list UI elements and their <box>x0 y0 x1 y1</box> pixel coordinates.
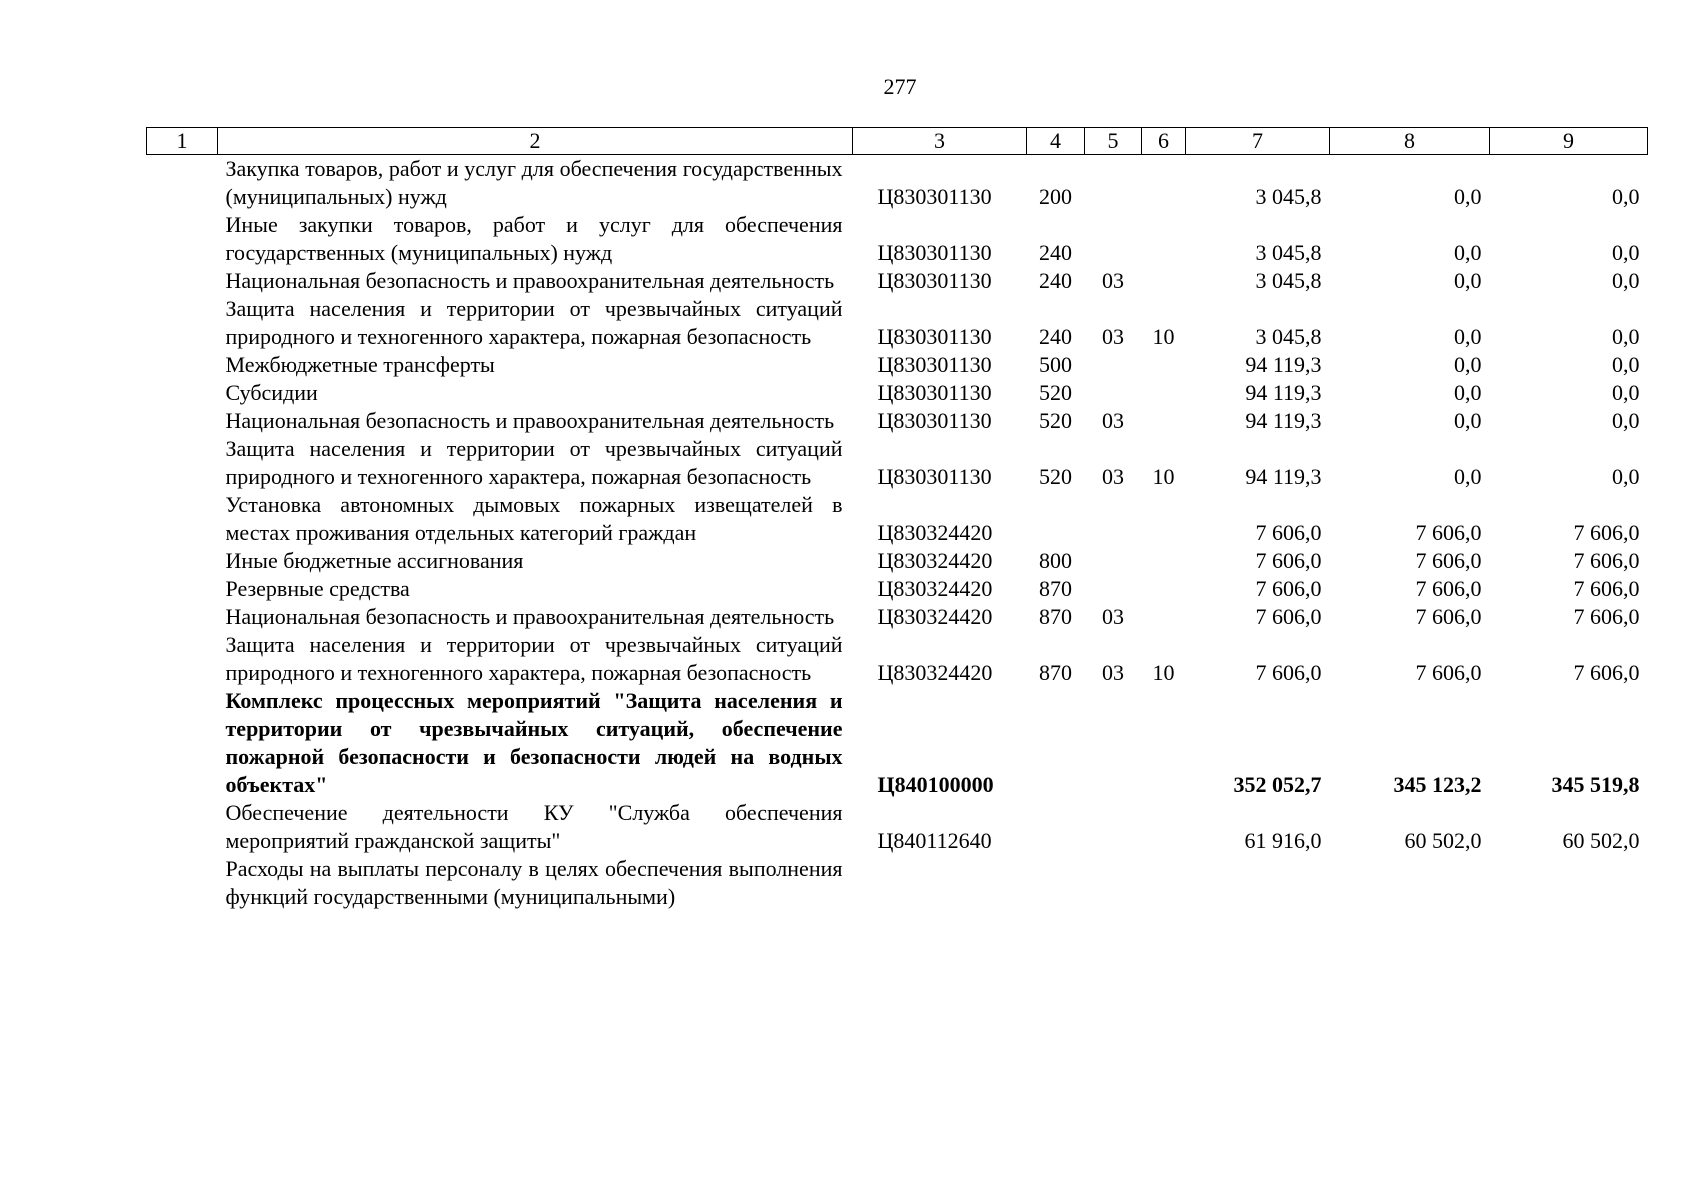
target-article-code: Ц830324420 <box>877 576 993 601</box>
amount-year-2: 0,0 <box>1454 240 1482 265</box>
amount-year-3: 7 606,0 <box>1573 548 1640 573</box>
amount-year-1: 7 606,0 <box>1255 604 1322 629</box>
subsection-code: 10 <box>1152 660 1175 685</box>
column-header: 8 <box>1330 128 1490 155</box>
target-article-code: Ц830301130 <box>877 324 992 349</box>
amount-year-1: 94 119,3 <box>1245 408 1322 433</box>
expense-name: Защита населения и территории от чрезвычайных ситуаций природного и техногенного характера, пожарная безопасность <box>225 436 843 489</box>
expense-name: Комплекс процессных мероприятий "Защита населения и территории от чрезвычайных ситуаций, обеспечение пожарной безопасности и безопасности людей на водных объектах" <box>225 688 843 797</box>
expense-type-code <box>1027 855 1085 911</box>
section-code: 03 <box>1102 268 1124 293</box>
column-header: 2 <box>218 128 853 155</box>
section-code: 03 <box>1102 324 1124 349</box>
amount-year-3: 7 606,0 <box>1573 576 1640 601</box>
expense-type-code: 870 <box>1039 660 1072 685</box>
row-spacer-cell <box>147 295 218 351</box>
expense-name: Обеспечение деятельности КУ "Служба обеспечения мероприятий гражданской защиты" <box>225 800 843 853</box>
amount-year-1: 7 606,0 <box>1255 548 1322 573</box>
expense-type-code: 520 <box>1039 380 1072 405</box>
expense-type-code: 520 <box>1039 408 1072 433</box>
table-row <box>147 211 1648 267</box>
amount-year-3: 0,0 <box>1612 324 1640 349</box>
column-number-row <box>147 128 1648 155</box>
amount-year-2: 7 606,0 <box>1415 604 1482 629</box>
table-row <box>147 379 1648 407</box>
section-code <box>1085 799 1142 855</box>
table-row <box>147 295 1648 351</box>
page-number: 277 <box>883 74 917 99</box>
table-row <box>147 799 1648 855</box>
subsection-code <box>1142 351 1186 379</box>
expense-type-code: 240 <box>1039 324 1072 349</box>
column-header: 4 <box>1027 128 1085 155</box>
row-spacer-cell <box>147 547 218 575</box>
section-code <box>1085 575 1142 603</box>
amount-year-2: 0,0 <box>1454 184 1482 209</box>
subsection-code <box>1142 687 1186 799</box>
amount-year-1: 94 119,3 <box>1245 380 1322 405</box>
amount-year-1: 94 119,3 <box>1245 352 1322 377</box>
amount-year-1: 94 119,3 <box>1245 464 1322 489</box>
table-row <box>147 603 1648 631</box>
section-code: 03 <box>1102 464 1124 489</box>
amount-year-3: 7 606,0 <box>1573 660 1640 685</box>
target-article-code: Ц830301130 <box>877 464 992 489</box>
subsection-code <box>1142 855 1186 911</box>
table-row <box>147 687 1648 799</box>
column-header: 7 <box>1186 128 1330 155</box>
target-article-code: Ц830301130 <box>877 408 992 433</box>
subsection-code: 10 <box>1152 464 1175 489</box>
column-header: 6 <box>1142 128 1186 155</box>
section-code <box>1085 855 1142 911</box>
amount-year-2: 60 502,0 <box>1404 828 1482 853</box>
section-code: 03 <box>1102 408 1124 433</box>
amount-year-2: 0,0 <box>1454 380 1482 405</box>
subsection-code <box>1142 155 1186 212</box>
row-spacer-cell <box>147 155 218 212</box>
expense-name: Национальная безопасность и правоохранительная деятельность <box>225 268 835 293</box>
expense-name: Установка автономных дымовых пожарных извещателей в местах проживания отдельных категорий граждан <box>225 492 843 545</box>
section-code <box>1085 491 1142 547</box>
expense-type-code <box>1027 687 1085 799</box>
table-header <box>147 128 1648 155</box>
expense-name: Расходы на выплаты персоналу в целях обеспечения выполнения функций государственными (муниципальными) <box>225 856 843 909</box>
amount-year-1: 7 606,0 <box>1255 576 1322 601</box>
section-code <box>1085 155 1142 212</box>
amount-year-2: 7 606,0 <box>1415 576 1482 601</box>
expense-type-code: 200 <box>1039 184 1072 209</box>
expense-type-code: 870 <box>1039 604 1072 629</box>
column-header: 1 <box>147 128 218 155</box>
target-article-code: Ц830324420 <box>877 548 993 573</box>
target-article-code: Ц830301130 <box>877 240 992 265</box>
amount-year-2: 0,0 <box>1454 352 1482 377</box>
subsection-code <box>1142 491 1186 547</box>
amount-year-1: 3 045,8 <box>1255 268 1322 293</box>
amount-year-1: 7 606,0 <box>1255 660 1322 685</box>
amount-year-1 <box>1186 855 1330 911</box>
table-row <box>147 547 1648 575</box>
budget-table <box>146 127 1648 911</box>
amount-year-1: 3 045,8 <box>1255 184 1322 209</box>
target-article-code <box>853 855 1027 911</box>
expense-type-code: 240 <box>1039 268 1072 293</box>
amount-year-3: 0,0 <box>1612 408 1640 433</box>
table-row <box>147 267 1648 295</box>
row-spacer-cell <box>147 435 218 491</box>
table-row <box>147 631 1648 687</box>
section-code: 03 <box>1102 604 1124 629</box>
amount-year-2: 0,0 <box>1454 464 1482 489</box>
amount-year-3 <box>1490 855 1648 911</box>
amount-year-1: 352 052,7 <box>1233 772 1322 797</box>
expense-type-code: 520 <box>1039 464 1072 489</box>
table-body <box>147 155 1648 912</box>
subsection-code <box>1142 211 1186 267</box>
amount-year-2 <box>1330 855 1490 911</box>
row-spacer-cell <box>147 379 218 407</box>
row-spacer-cell <box>147 631 218 687</box>
target-article-code: Ц840100000 <box>877 772 994 797</box>
expense-name: Закупка товаров, работ и услуг для обеспечения государственных (муниципальных) нужд <box>225 156 843 209</box>
expense-type-code: 800 <box>1039 548 1072 573</box>
amount-year-2: 0,0 <box>1454 408 1482 433</box>
amount-year-3: 0,0 <box>1612 240 1640 265</box>
subsection-code <box>1142 407 1186 435</box>
table-row <box>147 855 1648 911</box>
subsection-code <box>1142 267 1186 295</box>
expense-name: Субсидии <box>225 380 318 405</box>
expense-type-code <box>1027 491 1085 547</box>
subsection-code: 10 <box>1152 324 1175 349</box>
row-spacer-cell <box>147 603 218 631</box>
target-article-code: Ц830301130 <box>877 380 992 405</box>
amount-year-2: 345 123,2 <box>1393 772 1482 797</box>
amount-year-2: 0,0 <box>1454 268 1482 293</box>
section-code <box>1085 379 1142 407</box>
amount-year-2: 7 606,0 <box>1415 548 1482 573</box>
amount-year-3: 0,0 <box>1612 268 1640 293</box>
amount-year-3: 7 606,0 <box>1573 520 1640 545</box>
amount-year-1: 7 606,0 <box>1255 520 1322 545</box>
subsection-code <box>1142 603 1186 631</box>
column-header: 5 <box>1085 128 1142 155</box>
expense-name: Национальная безопасность и правоохранительная деятельность <box>225 408 835 433</box>
amount-year-1: 3 045,8 <box>1255 324 1322 349</box>
target-article-code: Ц840112640 <box>877 828 992 853</box>
subsection-code <box>1142 379 1186 407</box>
target-article-code: Ц830324420 <box>877 660 993 685</box>
amount-year-1: 3 045,8 <box>1255 240 1322 265</box>
row-spacer-cell <box>147 687 218 799</box>
amount-year-2: 7 606,0 <box>1415 660 1482 685</box>
expense-name: Межбюджетные трансферты <box>225 352 495 377</box>
row-spacer-cell <box>147 575 218 603</box>
table-row <box>147 491 1648 547</box>
column-header: 9 <box>1490 128 1648 155</box>
section-code <box>1085 211 1142 267</box>
amount-year-3: 60 502,0 <box>1562 828 1640 853</box>
subsection-code <box>1142 575 1186 603</box>
amount-year-3: 0,0 <box>1612 464 1640 489</box>
amount-year-2: 0,0 <box>1454 324 1482 349</box>
target-article-code: Ц830301130 <box>877 268 992 293</box>
expense-type-code: 500 <box>1039 352 1072 377</box>
subsection-code <box>1142 799 1186 855</box>
section-code <box>1085 687 1142 799</box>
table-row <box>147 575 1648 603</box>
section-code: 03 <box>1102 660 1124 685</box>
target-article-code: Ц830324420 <box>877 604 993 629</box>
amount-year-3: 7 606,0 <box>1573 604 1640 629</box>
expense-type-code: 870 <box>1039 576 1072 601</box>
subsection-code <box>1142 547 1186 575</box>
column-header: 3 <box>853 128 1027 155</box>
expense-name: Защита населения и территории от чрезвычайных ситуаций природного и техногенного характера, пожарная безопасность <box>225 296 843 349</box>
amount-year-3: 0,0 <box>1612 184 1640 209</box>
table-row <box>147 435 1648 491</box>
row-spacer-cell <box>147 267 218 295</box>
expense-name: Резервные средства <box>225 576 410 601</box>
target-article-code: Ц830301130 <box>877 352 992 377</box>
amount-year-1: 61 916,0 <box>1244 828 1322 853</box>
expense-type-code <box>1027 799 1085 855</box>
table-row <box>147 155 1648 212</box>
row-spacer-cell <box>147 799 218 855</box>
table-row <box>147 351 1648 379</box>
amount-year-2: 7 606,0 <box>1415 520 1482 545</box>
amount-year-3: 345 519,8 <box>1551 772 1640 797</box>
row-spacer-cell <box>147 491 218 547</box>
amount-year-3: 0,0 <box>1612 380 1640 405</box>
section-code <box>1085 351 1142 379</box>
row-spacer-cell <box>147 351 218 379</box>
row-spacer-cell <box>147 855 218 911</box>
expense-type-code: 240 <box>1039 240 1072 265</box>
expense-name: Иные закупки товаров, работ и услуг для обеспечения государственных (муниципальных) нужд <box>225 212 843 265</box>
target-article-code: Ц830324420 <box>877 520 993 545</box>
table-row <box>147 407 1648 435</box>
section-code <box>1085 547 1142 575</box>
amount-year-3: 0,0 <box>1612 352 1640 377</box>
row-spacer-cell <box>147 407 218 435</box>
expense-name: Национальная безопасность и правоохранительная деятельность <box>225 604 835 629</box>
expense-name: Иные бюджетные ассигнования <box>225 548 524 573</box>
target-article-code: Ц830301130 <box>877 184 992 209</box>
row-spacer-cell <box>147 211 218 267</box>
expense-name: Защита населения и территории от чрезвычайных ситуаций природного и техногенного характера, пожарная безопасность <box>225 632 843 685</box>
